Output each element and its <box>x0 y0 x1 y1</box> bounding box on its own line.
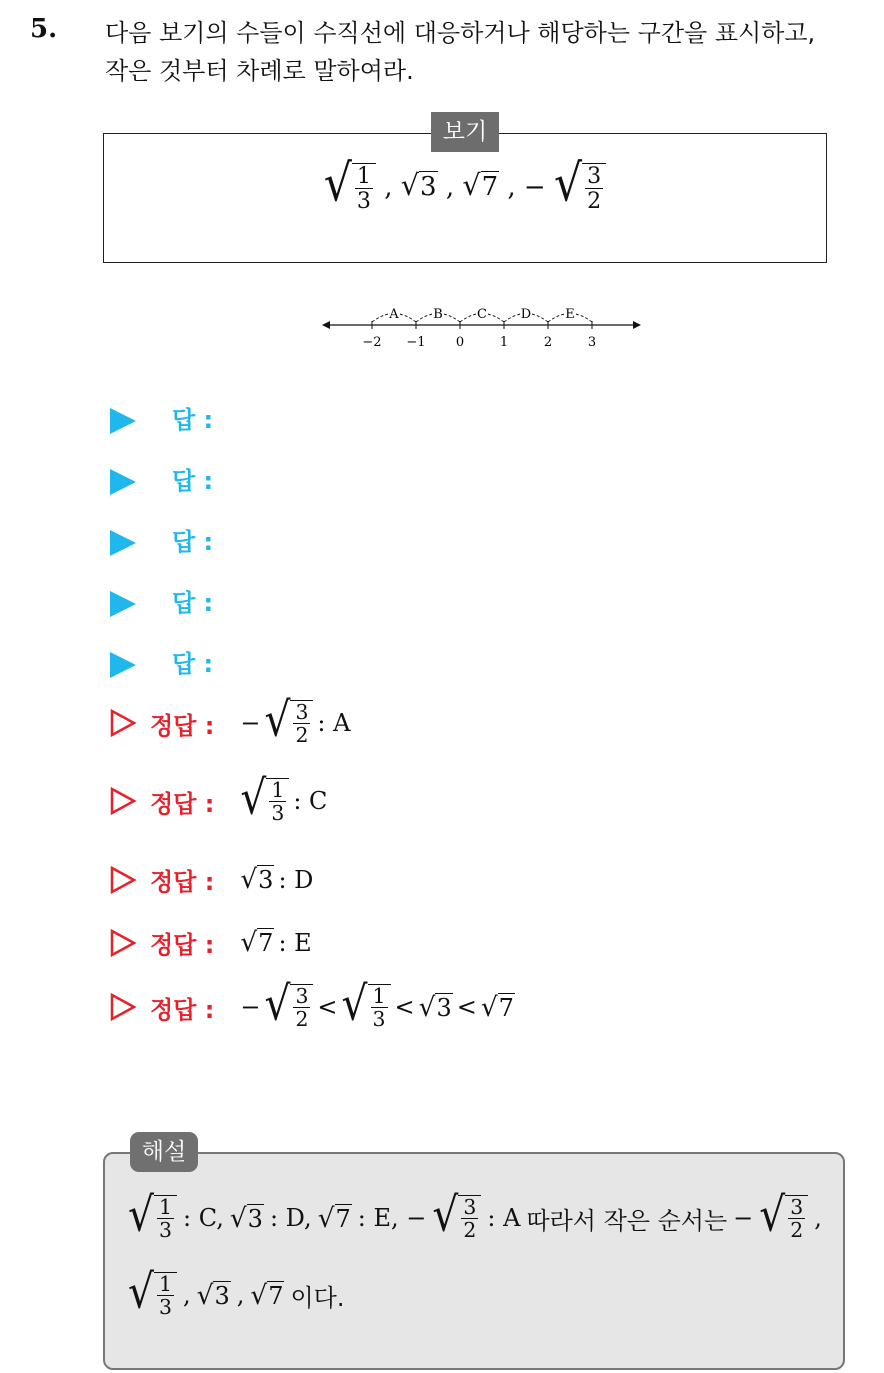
play-triangle-icon <box>110 408 136 434</box>
solution-math-5: − √ $\frac{3}{2}$ < √ $\frac{1}{3}$ < √3 < √7 <box>240 975 514 1032</box>
play-triangle-icon <box>110 652 136 678</box>
tick-label: 2 <box>543 335 553 350</box>
explanation-box <box>103 1152 845 1370</box>
solution-row: 정답 : − √ $\frac{3}{2}$ < √ $\frac{1}{3}$ < √3 < √7 <box>110 984 515 1031</box>
solution-row: 정답 : − √ $\frac{3}{2}$ : A <box>110 700 350 747</box>
bogi-item-sqrt-1-3: √ $\frac{1}{3}$ <box>324 163 376 214</box>
play-triangle-icon <box>110 591 136 617</box>
answer-row: 답 : <box>110 644 213 679</box>
interval-label: D <box>520 307 532 322</box>
answer-row: 답 : <box>110 461 213 496</box>
tick-label: 1 <box>499 335 509 350</box>
solution-row: 정답 : √3 : D <box>110 862 313 897</box>
explanation-line-1: √ $\frac{1}{3}$ : C, √3 : D, √7 : E, − √ $\frac{3}{2}$ : A 따라서 작은 순서는 − √ $\frac{3}{2}$ , <box>128 1186 822 1243</box>
solution-row: 정답 : √7 : E <box>110 925 312 960</box>
question-line-1: 다음 보기의 수들이 수직선에 대응하거나 해당하는 구간을 표시하고, <box>105 19 816 47</box>
outline-triangle-icon <box>110 709 136 737</box>
interval-label: C <box>477 307 487 322</box>
play-triangle-icon <box>110 469 136 495</box>
interval-label: B <box>433 307 443 322</box>
answer-row: 답 : <box>110 522 213 557</box>
outline-triangle-icon <box>110 929 136 957</box>
number-line <box>320 300 650 360</box>
interval-label: A <box>389 307 399 322</box>
answer-row: 답 : <box>110 400 213 435</box>
tick-label: −1 <box>406 335 426 350</box>
bogi-label: 보기 <box>431 112 499 152</box>
bogi-item-sqrt-7: √7 <box>462 168 499 203</box>
outline-triangle-icon <box>110 866 136 894</box>
bogi-item-sqrt-3: √3 <box>400 168 437 203</box>
solution-math-3: √3 : D <box>240 864 314 895</box>
outline-triangle-icon <box>110 787 136 815</box>
tick-label: 3 <box>587 335 597 350</box>
explanation-label: 해설 <box>130 1132 198 1172</box>
answer-row: 답 : <box>110 583 213 618</box>
solution-math-1: − √ $\frac{3}{2}$ : A <box>240 691 351 748</box>
solution-math-2: √ $\frac{1}{3}$ : C <box>240 769 328 826</box>
question-text <box>105 14 865 90</box>
outline-triangle-icon <box>110 993 136 1021</box>
solution-math-4: √7 : E <box>240 927 312 958</box>
interval-label: E <box>565 307 575 322</box>
bogi-math: √ $\frac{1}{3}$ , √3 , √7 , − √ $\frac{3}{2}$ <box>103 163 827 214</box>
tick-label: 0 <box>455 335 465 350</box>
question-line-2: 작은 것부터 차례로 말하여라. <box>105 57 414 85</box>
bogi-item-sqrt-3-2: √ $\frac{3}{2}$ <box>554 163 606 214</box>
explanation-line-2: √ $\frac{1}{3}$ , √3 , √7 이다. <box>128 1263 345 1320</box>
question-number: 5. <box>30 14 58 44</box>
tick-label: −2 <box>362 335 382 350</box>
play-triangle-icon <box>110 530 136 556</box>
solution-row: 정답 : √ $\frac{1}{3}$ : C <box>110 778 327 825</box>
